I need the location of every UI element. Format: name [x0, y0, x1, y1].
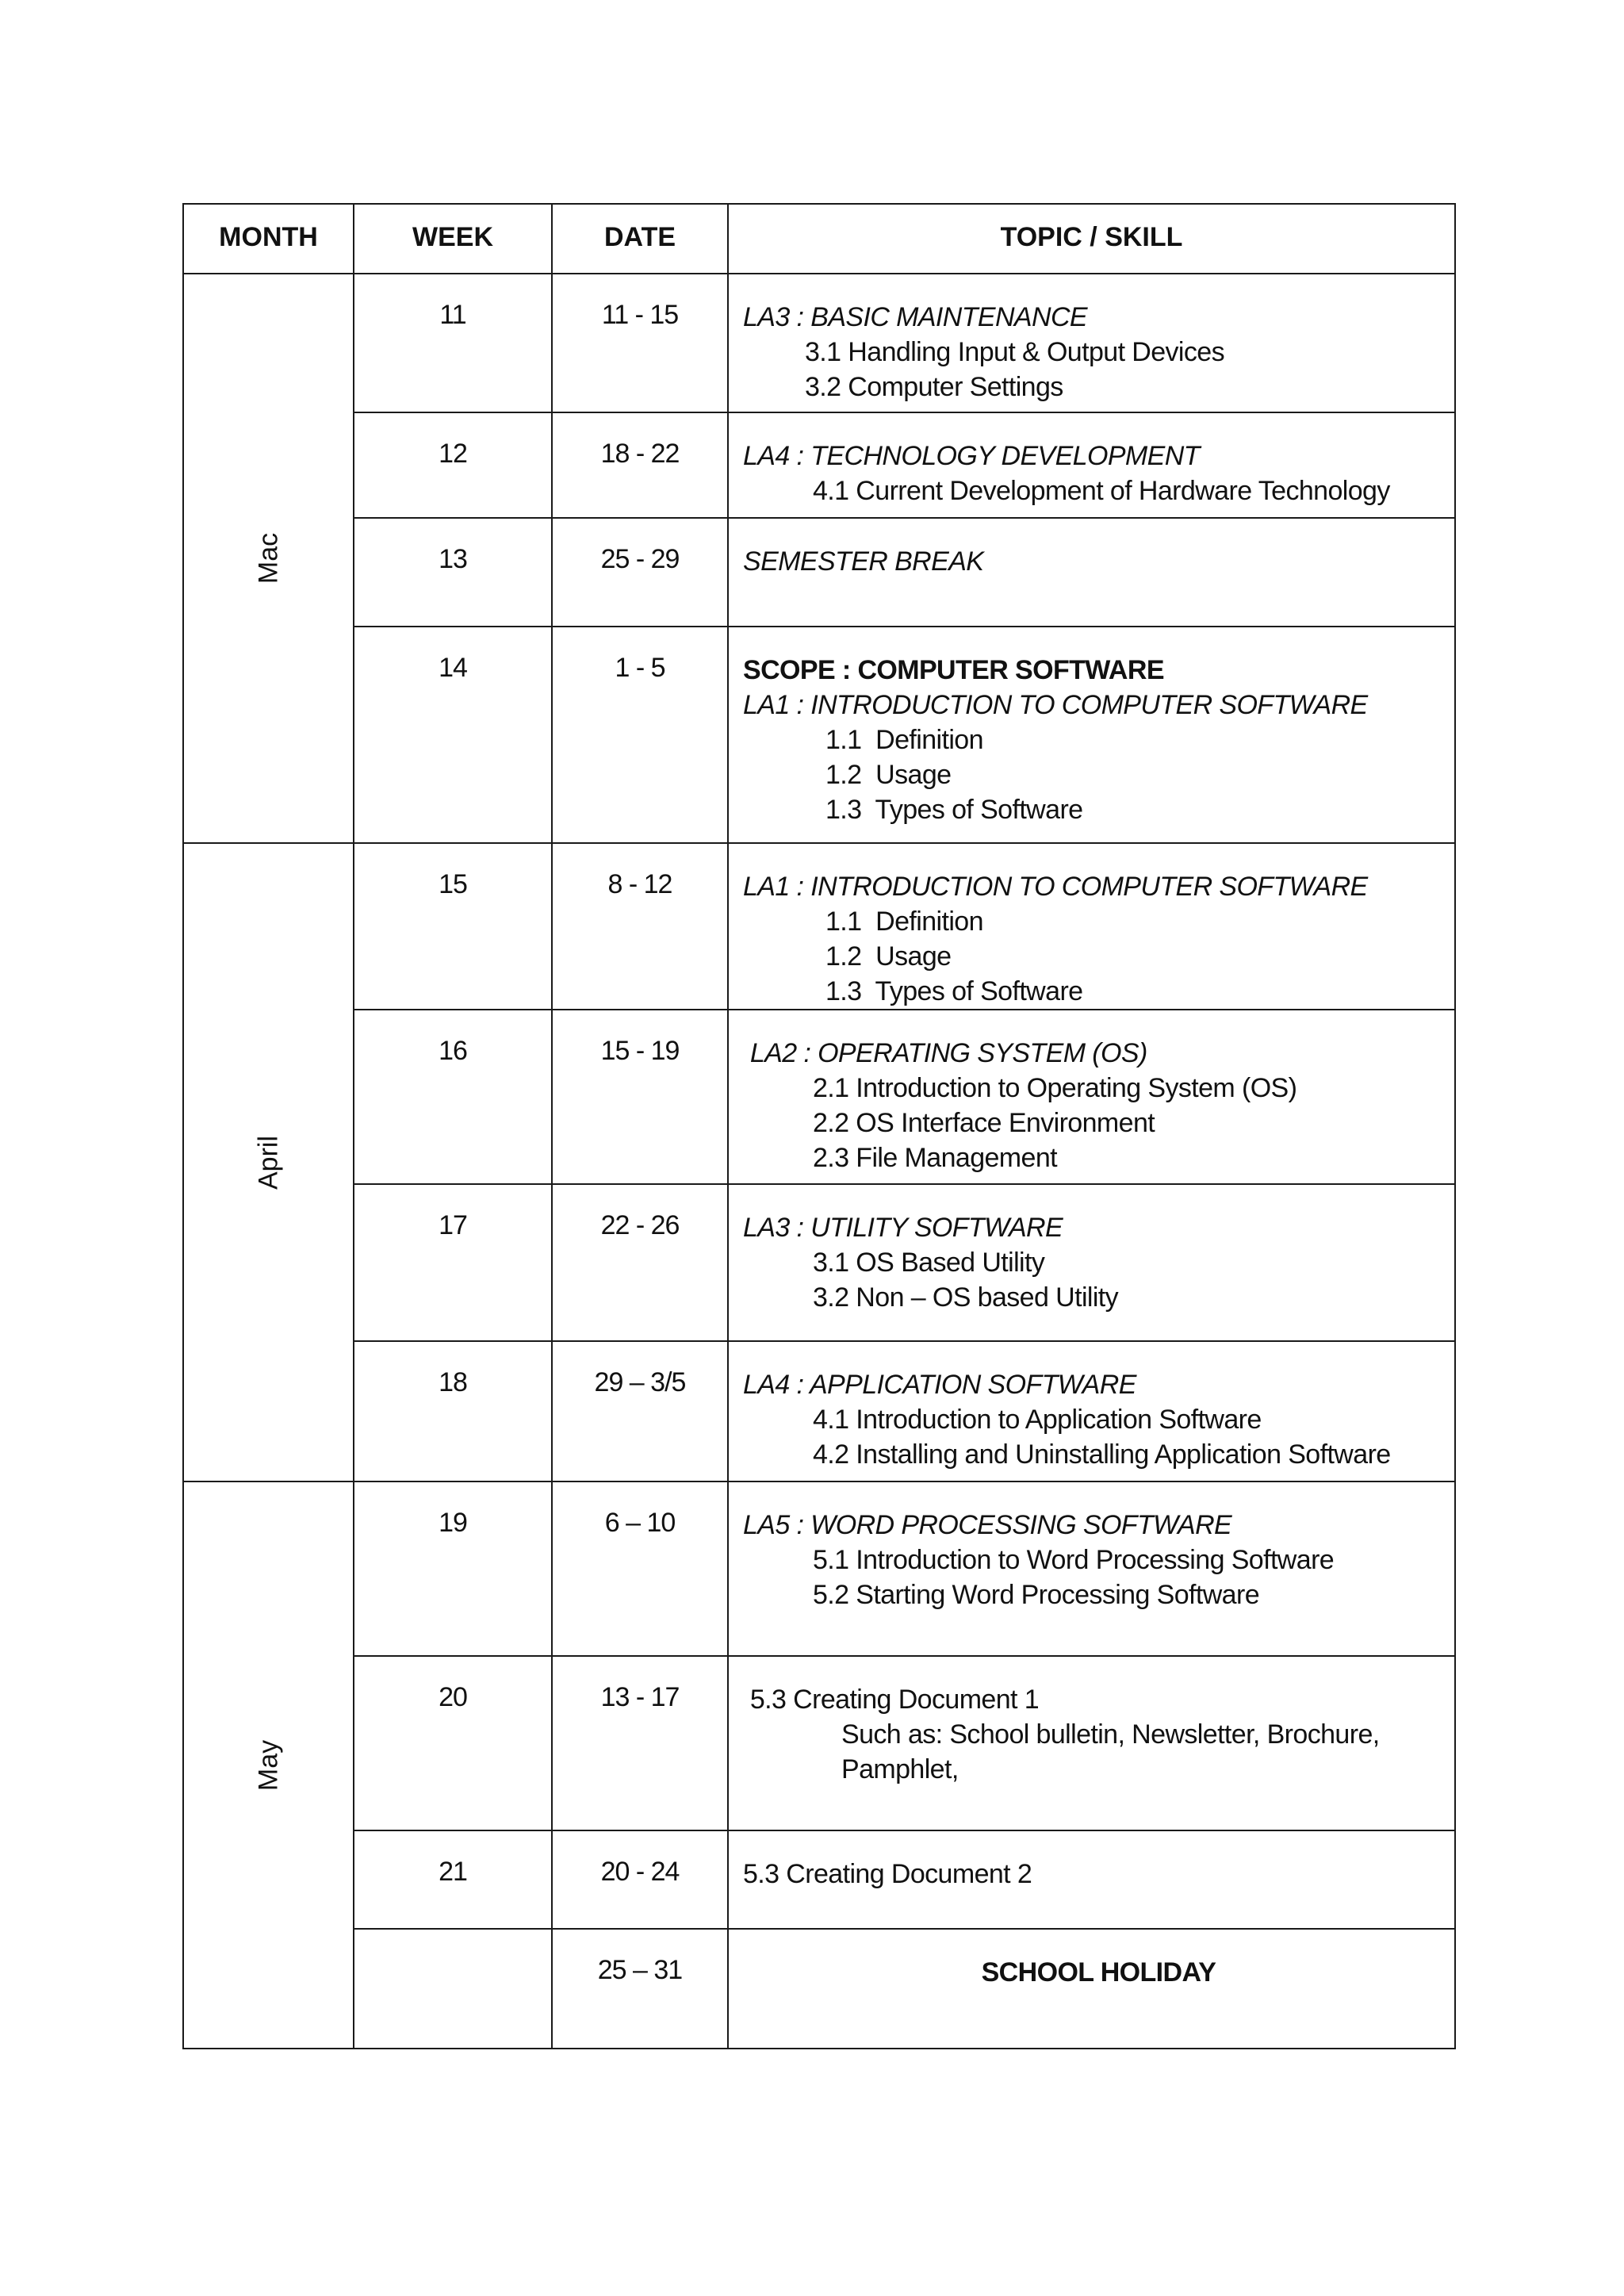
topic-line: 5.3 Creating Document 1 — [743, 1685, 1040, 1715]
topic-line: LA5 : WORD PROCESSING SOFTWARE — [743, 1510, 1232, 1540]
topic-cell — [728, 627, 1455, 843]
topic-line: 2.1 Introduction to Operating System (OS) — [813, 1073, 1297, 1103]
header-row — [183, 204, 1455, 274]
topic-line: 4.1 Current Development of Hardware Technology — [813, 476, 1390, 506]
topic-line: LA3 : BASIC MAINTENANCE — [743, 302, 1087, 332]
topic-cell — [728, 518, 1455, 627]
week-cell: 13 — [354, 518, 552, 627]
topic-line: 3.1 OS Based Utility — [813, 1248, 1045, 1278]
topic-cell — [728, 843, 1455, 1010]
table-row — [183, 1830, 1455, 1929]
topic-line: 4.1 Introduction to Application Software — [813, 1405, 1262, 1435]
month-label: Mac — [253, 532, 283, 585]
topic-line: 3.2 Non – OS based Utility — [813, 1282, 1119, 1313]
table-row — [183, 1656, 1455, 1830]
schedule-body — [183, 274, 1455, 2049]
month-label: April — [253, 1135, 283, 1190]
month-cell — [183, 1481, 354, 2049]
topic-cell — [728, 1656, 1455, 1830]
date-cell: 18 - 22 — [552, 412, 728, 518]
week-cell: 20 — [354, 1656, 552, 1830]
topic-line: 1.3 Types of Software — [825, 795, 1083, 825]
topic-line: 1.2 Usage — [825, 941, 952, 972]
header-date: DATE — [552, 204, 728, 274]
date-cell: 11 - 15 — [552, 274, 728, 412]
month-label: May — [253, 1739, 283, 1791]
topic-line: 1.1 Definition — [825, 907, 983, 937]
table-row — [183, 518, 1455, 627]
schedule-table — [182, 203, 1456, 2049]
topic-cell — [728, 1341, 1455, 1481]
date-cell: 15 - 19 — [552, 1010, 728, 1184]
table-row — [183, 843, 1455, 1010]
table-row — [183, 1184, 1455, 1341]
topic-line: LA4 : TECHNOLOGY DEVELOPMENT — [743, 441, 1200, 471]
topic-line: SEMESTER BREAK — [743, 546, 984, 577]
date-cell: 29 – 3/5 — [552, 1341, 728, 1481]
table-row — [183, 274, 1455, 412]
topic-cell — [728, 1929, 1455, 2049]
header-week: WEEK — [354, 204, 552, 274]
topic-line: SCHOOL HOLIDAY — [981, 1957, 1216, 1987]
topic-line: 3.2 Computer Settings — [805, 372, 1063, 402]
week-cell: 11 — [354, 274, 552, 412]
header-month: MONTH — [183, 204, 354, 274]
topic-line: 2.2 OS Interface Environment — [813, 1108, 1155, 1138]
topic-line: 4.2 Installing and Uninstalling Application Software — [813, 1439, 1391, 1470]
topic-line: LA3 : UTILITY SOFTWARE — [743, 1213, 1063, 1243]
topic-line: SCOPE : COMPUTER SOFTWARE — [743, 655, 1164, 685]
week-cell: 16 — [354, 1010, 552, 1184]
topic-line: LA1 : INTRODUCTION TO COMPUTER SOFTWARE — [743, 872, 1368, 902]
date-cell: 8 - 12 — [552, 843, 728, 1010]
topic-cell — [728, 412, 1455, 518]
topic-line: LA2 : OPERATING SYSTEM (OS) — [743, 1038, 1147, 1068]
topic-line: Such as: School bulletin, Newsletter, Brochure, — [841, 1719, 1380, 1750]
date-cell: 20 - 24 — [552, 1830, 728, 1929]
topic-line: 5.2 Starting Word Processing Software — [813, 1580, 1260, 1610]
topic-line: 3.1 Handling Input & Output Devices — [805, 337, 1224, 367]
date-cell: 13 - 17 — [552, 1656, 728, 1830]
topic-line: 5.1 Introduction to Word Processing Software — [813, 1545, 1335, 1575]
month-cell — [183, 843, 354, 1481]
table-row — [183, 1010, 1455, 1184]
topic-line: LA1 : INTRODUCTION TO COMPUTER SOFTWARE — [743, 690, 1368, 720]
table-row — [183, 1481, 1455, 1656]
topic-line: 1.1 Definition — [825, 725, 983, 755]
topic-cell — [728, 1481, 1455, 1656]
header-topic: TOPIC / SKILL — [728, 204, 1455, 274]
date-cell: 6 – 10 — [552, 1481, 728, 1656]
topic-line: 5.3 Creating Document 2 — [743, 1859, 1032, 1889]
topic-line: Pamphlet, — [841, 1754, 959, 1784]
table-row — [183, 412, 1455, 518]
topic-cell — [728, 274, 1455, 412]
topic-line: 1.2 Usage — [825, 760, 952, 790]
topic-line: LA4 : APPLICATION SOFTWARE — [743, 1370, 1136, 1400]
week-cell — [354, 1929, 552, 2049]
date-cell: 25 – 31 — [552, 1929, 728, 2049]
week-cell: 12 — [354, 412, 552, 518]
week-cell: 21 — [354, 1830, 552, 1929]
topic-line: 2.3 File Management — [813, 1143, 1057, 1173]
week-cell: 17 — [354, 1184, 552, 1341]
topic-cell — [728, 1830, 1455, 1929]
date-cell: 1 - 5 — [552, 627, 728, 843]
topic-cell — [728, 1184, 1455, 1341]
month-cell — [183, 274, 354, 843]
table-row — [183, 1341, 1455, 1481]
table-row — [183, 1929, 1455, 2049]
table-row — [183, 627, 1455, 843]
week-cell: 15 — [354, 843, 552, 1010]
week-cell: 14 — [354, 627, 552, 843]
week-cell: 19 — [354, 1481, 552, 1656]
topic-cell — [728, 1010, 1455, 1184]
date-cell: 25 - 29 — [552, 518, 728, 627]
week-cell: 18 — [354, 1341, 552, 1481]
date-cell: 22 - 26 — [552, 1184, 728, 1341]
topic-line: 1.3 Types of Software — [825, 976, 1083, 1006]
